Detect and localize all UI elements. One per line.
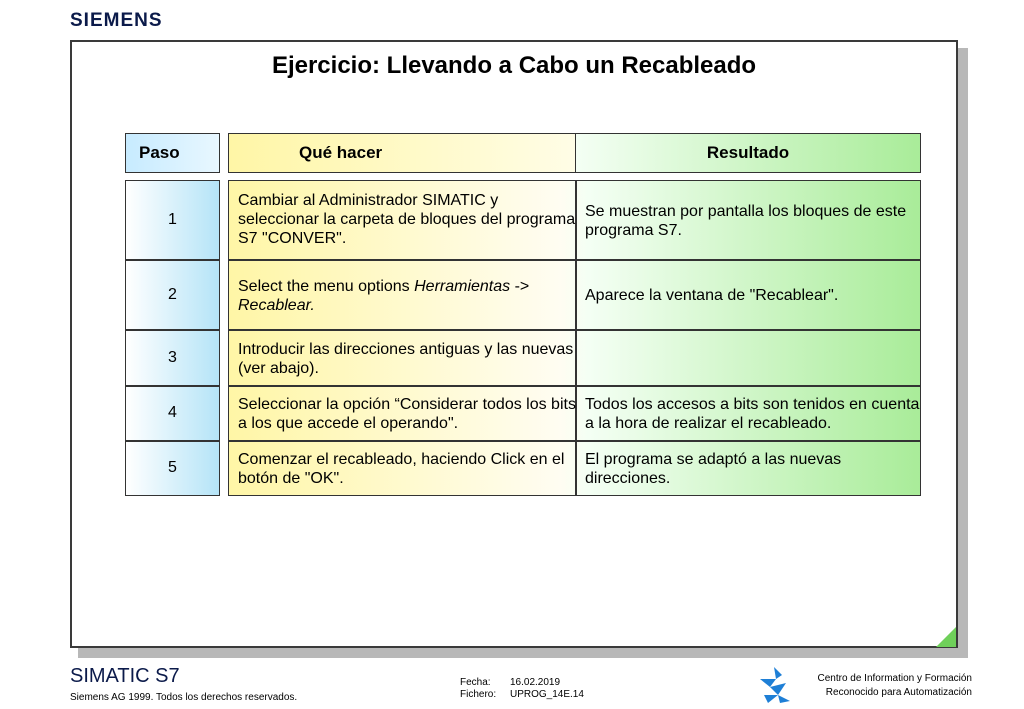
fecha-label: Fecha: bbox=[460, 677, 491, 688]
step-result: Todos los accesos a bits son tenidos en cuenta a la hora de realizar el recableado. bbox=[585, 396, 920, 432]
fichero-label: Fichero: bbox=[460, 689, 497, 700]
step-action-text: Select the menu options bbox=[238, 278, 415, 295]
page-title: Ejercicio: Llevando a Cabo un Recableado bbox=[271, 52, 757, 79]
training-center-line1: Centro de Information y Formación bbox=[817, 673, 972, 684]
footer-left bbox=[70, 665, 297, 703]
step-action: Seleccionar la opción “Considerar todos los bits a los que accede el operando". bbox=[238, 396, 576, 432]
page-corner-icon bbox=[936, 627, 956, 647]
header-que-hacer bbox=[228, 133, 576, 173]
step-number: 3 bbox=[168, 349, 177, 366]
header-que-label: Qué hacer bbox=[299, 143, 383, 162]
footer-meta bbox=[460, 677, 584, 701]
step-number: 4 bbox=[168, 404, 177, 421]
step-action: Comenzar el recableado, haciendo Click en el botón de "OK". bbox=[238, 451, 565, 487]
header-paso-label: Paso bbox=[139, 143, 180, 162]
row-divider bbox=[125, 329, 921, 331]
step-number: 2 bbox=[168, 286, 177, 303]
step-action: Cambiar al Administrador SIMATIC y seleccionar la carpeta de bloques del programa S7 "CONVER". bbox=[238, 192, 576, 247]
column-gap bbox=[220, 259, 228, 262]
menu-path-herramientas: Herramientas bbox=[414, 278, 511, 295]
copyright: Siemens AG 1999. Todos los derechos reservados. bbox=[70, 692, 298, 703]
step-number: 1 bbox=[168, 211, 177, 228]
row-divider bbox=[125, 259, 921, 261]
column-gap bbox=[220, 440, 228, 443]
menu-path-arrow: -> bbox=[510, 278, 530, 295]
step-number: 5 bbox=[168, 459, 177, 476]
column-gap bbox=[220, 329, 228, 332]
header-resultado-label: Resultado bbox=[706, 143, 790, 162]
column-gap bbox=[220, 385, 228, 388]
training-center-line2: Reconocido para Automatización bbox=[825, 687, 972, 698]
training-center-logo-icon bbox=[756, 665, 792, 705]
step-result: El programa se adaptó a las nuevas direcciones. bbox=[585, 451, 842, 487]
fecha-value: 16.02.2019 bbox=[510, 677, 561, 688]
step-action bbox=[238, 277, 576, 315]
menu-path-recablear: Recablear. bbox=[238, 297, 315, 314]
header-paso bbox=[125, 133, 220, 173]
row-divider bbox=[125, 385, 921, 387]
product-name: SIMATIC S7 bbox=[70, 665, 180, 687]
row-divider bbox=[125, 440, 921, 442]
siemens-logo: SIEMENS bbox=[70, 10, 163, 31]
step-action: Introducir las direcciones antiguas y las nuevas (ver abajo). bbox=[238, 341, 574, 377]
header-resultado bbox=[575, 133, 921, 173]
step-result: Aparece la ventana de "Recablear". bbox=[585, 287, 839, 304]
step-result: Se muestran por pantalla los bloques de este programa S7. bbox=[585, 203, 907, 239]
fichero-value: UPROG_14E.14 bbox=[510, 689, 584, 700]
training-center bbox=[790, 672, 972, 700]
